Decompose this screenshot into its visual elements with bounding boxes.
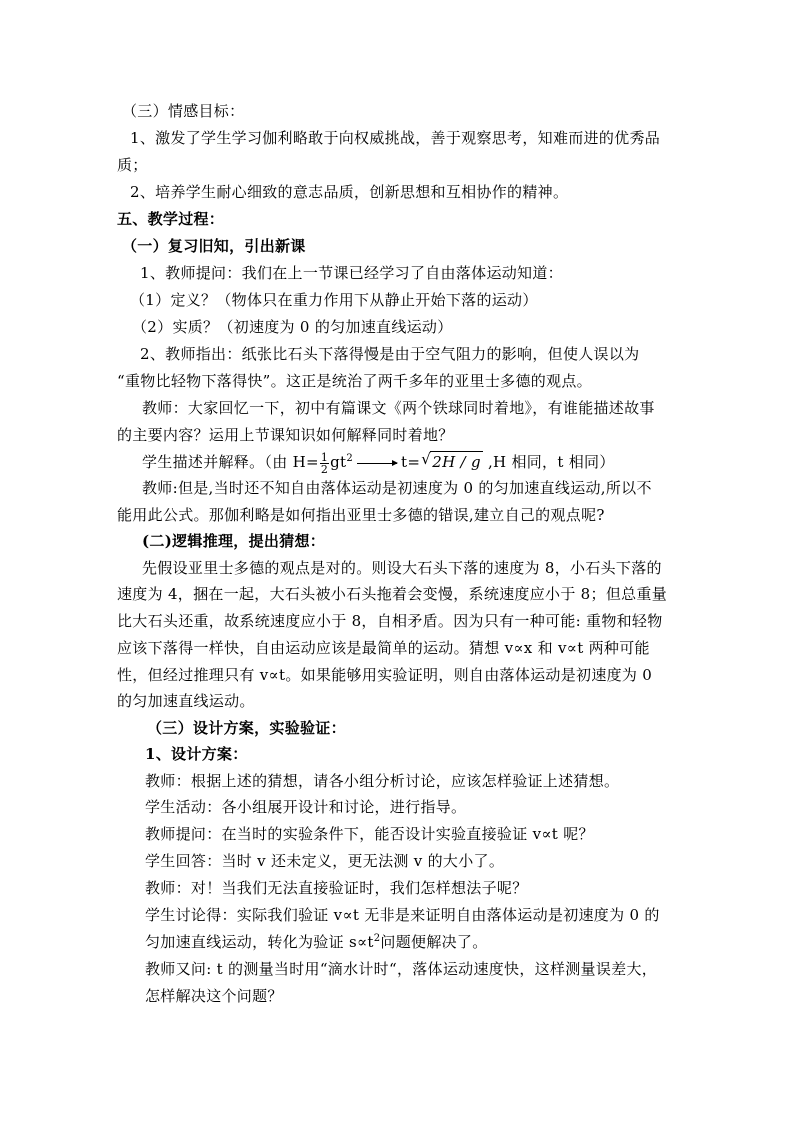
paragraph-line: 比大石头还重，故系统速度应小于 8，自相矛盾。因为只有一种可能: 重物和轻物 xyxy=(117,612,663,630)
subsection-heading-review: （一）复习旧知，引出新课 xyxy=(122,237,306,255)
section-heading-teaching-process: 五、教学过程： xyxy=(117,210,225,228)
formula-text: 学生描述并解释。（由 H= xyxy=(142,453,319,471)
square-root-expression: √ 2H / g xyxy=(430,451,483,472)
paragraph-line: 1、教师提问：我们在上一节课已经学习了自由落体运动知道： xyxy=(140,264,563,282)
paragraph-line: 学生活动：各小组展开设计和讨论，进行指导。 xyxy=(145,798,467,816)
paragraph-line: 1、激发了学生学习伽利略敢于向权威挑战，善于观察思考，知难而进的优秀品 xyxy=(130,129,661,147)
fraction-denominator: 2 xyxy=(320,462,329,476)
paragraph-line: 的匀加速直线运动。 xyxy=(117,692,255,710)
paragraph-line: “重物比轻物下落得快”。这正是统治了两千多年的亚里士多德的观点。 xyxy=(117,372,592,390)
fraction-numerator: 1 xyxy=(320,450,329,464)
formula-text: gt xyxy=(330,453,347,471)
paragraph-line: 性，但经过推理只有 v∝t。如果能够用实验证明，则自由落体运动是初速度为 0 xyxy=(117,666,653,684)
paragraph-line: 教师：对！当我们无法直接验证时，我们怎样想法子呢？ xyxy=(145,879,528,897)
superscript: 2 xyxy=(373,933,381,944)
paragraph-line: 学生讨论得：实际我们验证 v∝t 无非是来证明自由落体运动是初速度为 0 的 xyxy=(145,906,660,924)
formula-text: t= xyxy=(401,453,421,471)
paragraph-line: （1）定义？（物体只在重力作用下从静止开始下落的运动） xyxy=(130,291,538,309)
paragraph-line: 教师：大家回忆一下，初中有篇课文《两个铁球同时着地》，有谁能描述故事 xyxy=(142,399,655,417)
paragraph-line: 应该下落得一样快，自由运动应该是最简单的运动。猜想 v∝x 和 v∝t 两种可能 xyxy=(117,639,650,657)
superscript: 2 xyxy=(346,453,354,464)
paragraph-line: （2）实质？（初速度为 0 的匀加速直线运动） xyxy=(132,318,453,336)
paragraph-line: 怎样解决这个问题？ xyxy=(145,987,283,1005)
paragraph-line: 教师又问: t 的测量当时用“滴水计时“，落体运动速度快，这样测量误差大， xyxy=(145,960,658,978)
paragraph-line: 2、教师指出：纸张比石头下落得慢是由于空气阻力的影响，但使人误以为 xyxy=(140,345,640,363)
paragraph-line: 能用此公式。那伽利略是如何指出亚里士多德的错误,建立自己的观点呢? xyxy=(117,506,605,524)
paragraph-line: 速度为 4，捆在一起，大石头被小石头拖着会变慢，系统速度应小于 8；但总重量 xyxy=(117,585,668,603)
formula-text: 问题便解决了。 xyxy=(380,933,488,951)
formula-text: ,H 相同，t 相同） xyxy=(482,453,615,471)
paragraph-line: 先假设亚里士多德的观点是对的。则设大石头下落的速度为 8，小石头下落的 xyxy=(142,559,662,577)
subsection-heading-design: （三）设计方案，实验验证： xyxy=(147,719,346,737)
paragraph-line xyxy=(145,932,488,952)
paragraph-line: 教师:但是,当时还不知自由落体运动是初速度为 0 的匀加速直线运动,所以不 xyxy=(142,479,652,497)
paragraph-line: 教师：根据上述的猜想，请各小组分析讨论，应该怎样验证上述猜想。 xyxy=(145,772,620,790)
paragraph-line: 的主要内容？运用上节课知识如何解释同时着地？ xyxy=(117,426,454,444)
subsection-heading-reasoning: (二)逻辑推理，提出猜想： xyxy=(142,532,326,550)
subsection-heading-design-plan: 1、设计方案： xyxy=(145,745,248,763)
paragraph-line: 学生回答：当时 v 还未定义，更无法测 v 的大小了。 xyxy=(145,852,505,870)
formula-text: 匀加速直线运动，转化为验证 s∝t xyxy=(145,933,374,951)
right-arrow-icon xyxy=(357,463,397,464)
emotion-goal-heading: （三）情感目标： xyxy=(122,102,245,120)
formula-line xyxy=(142,451,615,475)
fraction-one-half xyxy=(320,452,329,475)
paragraph-line: 教师提问：在当时的实验条件下，能否设计实验直接验证 v∝t 呢？ xyxy=(145,825,594,843)
paragraph-line: 质； xyxy=(117,156,148,174)
paragraph-line: 2、培养学生耐心细致的意志品质，创新思想和互相协作的精神。 xyxy=(130,183,569,201)
